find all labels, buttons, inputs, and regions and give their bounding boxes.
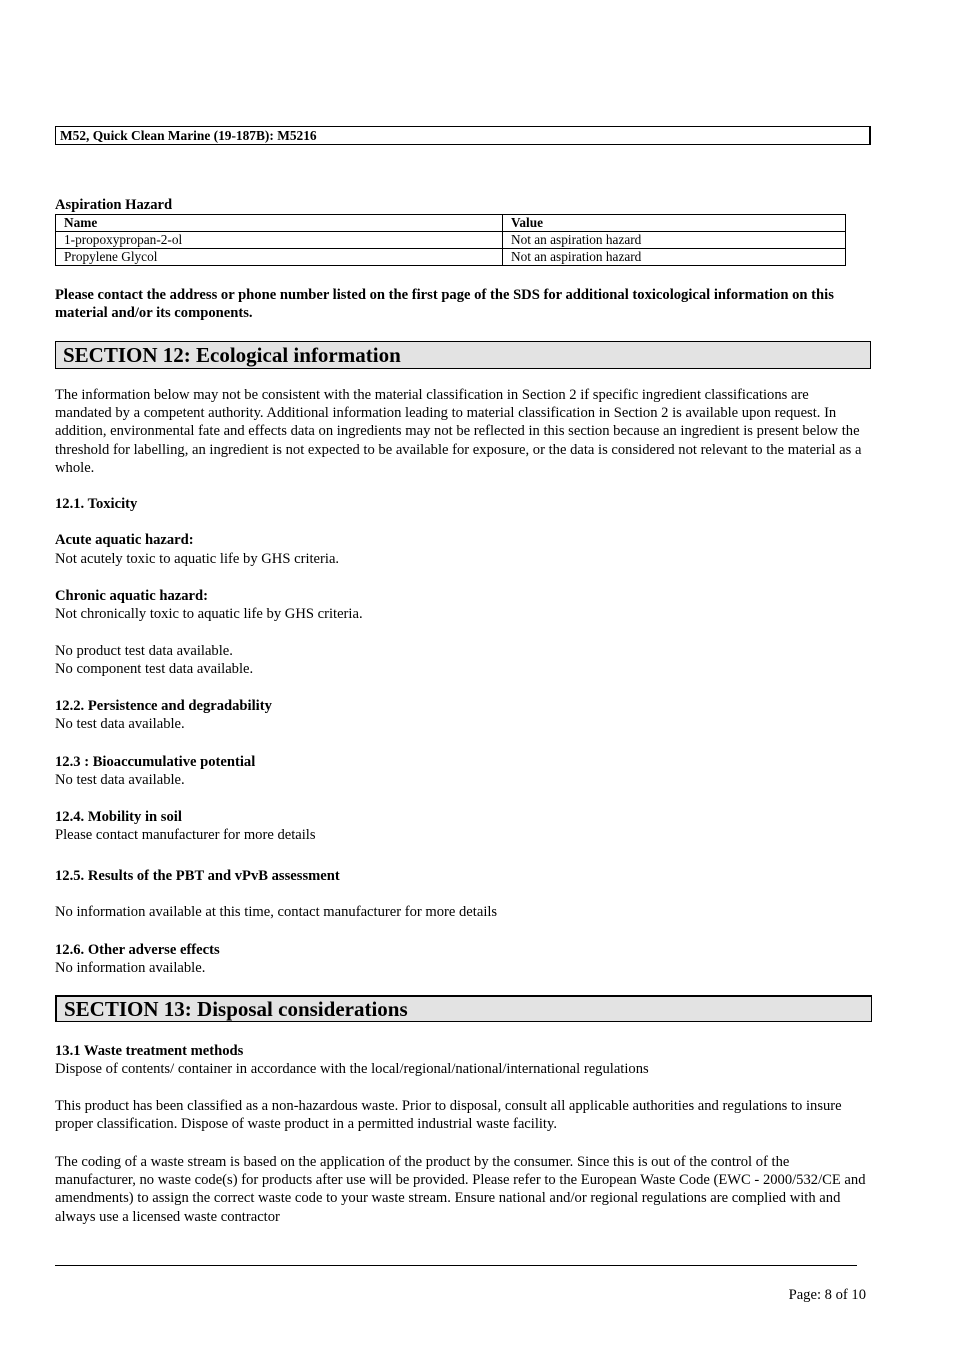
pbt-text: No information available at this time, contact manufacturer for more details [55,904,498,920]
chronic-aquatic-text: Not chronically toxic to aquatic life by GHS criteria. [55,606,363,622]
other-effects-text: No information available. [55,960,206,976]
cell-name: 1-propoxypropan-2-ol [56,232,503,249]
mobility-text: Please contact manufacturer for more details [55,827,316,843]
acute-aquatic-text: Not acutely toxic to aquatic life by GHS criteria. [55,551,340,567]
column-header-name: Name [56,215,503,232]
table-header-row [56,215,846,232]
acute-aquatic-heading: Acute aquatic hazard: [55,532,194,548]
aspiration-hazard-title: Aspiration Hazard [55,197,173,213]
no-component-data-text: No component test data available. [55,661,254,677]
section-12-heading: SECTION 12: Ecological information [55,341,871,369]
section-13-heading: SECTION 13: Disposal considerations [55,995,872,1022]
aspiration-hazard-table [55,214,846,266]
table-row [56,249,846,266]
toxicology-contact-note: Please contact the address or phone number listed on the first page of the SDS for additional toxicological information on this material and/or its components. [55,287,834,322]
waste-treatment-heading: 13.1 Waste treatment methods [55,1043,244,1059]
table-row [56,232,846,249]
cell-value: Not an aspiration hazard [503,249,846,266]
waste-treatment-text: Dispose of contents/ container in accordance with the local/regional/national/international regulations [55,1061,649,1077]
footer-divider [55,1265,857,1266]
bioaccumulative-text: No test data available. [55,772,185,788]
section-12-intro: The information below may not be consistent with the material classification in Section 2 if specific ingredient classifications are mandated by a competent authority. Additional information leading to material classification in Section 2 is available upon request. In addition, environmental fate and effects data on ingredients may not be reflected in this section because an ingredient is present below the threshold for labelling, an ingredient is not expected to be available for exposure, or the data is considered not relevant to the material as a whole. [55,387,862,476]
toxicity-heading: 12.1. Toxicity [55,496,138,512]
mobility-heading: 12.4. Mobility in soil [55,809,182,825]
chronic-aquatic-heading: Chronic aquatic hazard: [55,588,208,604]
pbt-heading: 12.5. Results of the PBT and vPvB assessment [55,868,340,884]
waste-coding-text: The coding of a waste stream is based on the application of the product by the consumer. Since this is out of the control of the manufacturer, no waste code(s) for products after use will be provided. Please refer to the European Waste Code (EWC - 2000/532/CE and amendments) to assign the correct waste code to your waste stream. Ensure national and/or regional regulations are complied with and always use a licensed waste contractor [55,1154,866,1225]
bioaccumulative-heading: 12.3 : Bioaccumulative potential [55,754,256,770]
page-number: Page: 8 of 10 [788,1287,866,1303]
document-header: M52, Quick Clean Marine (19-187B): M5216 [55,126,871,145]
non-hazardous-waste-text: This product has been classified as a non-hazardous waste. Prior to disposal, consult all applicable authorities and regulations to insure proper classification. Dispose of waste product in a permitted industrial waste facility. [55,1098,842,1133]
cell-value: Not an aspiration hazard [503,232,846,249]
column-header-value: Value [503,215,846,232]
other-effects-heading: 12.6. Other adverse effects [55,942,220,958]
persistence-heading: 12.2. Persistence and degradability [55,698,272,714]
persistence-text: No test data available. [55,716,185,732]
cell-name: Propylene Glycol [56,249,503,266]
no-product-data-text: No product test data available. [55,643,233,659]
